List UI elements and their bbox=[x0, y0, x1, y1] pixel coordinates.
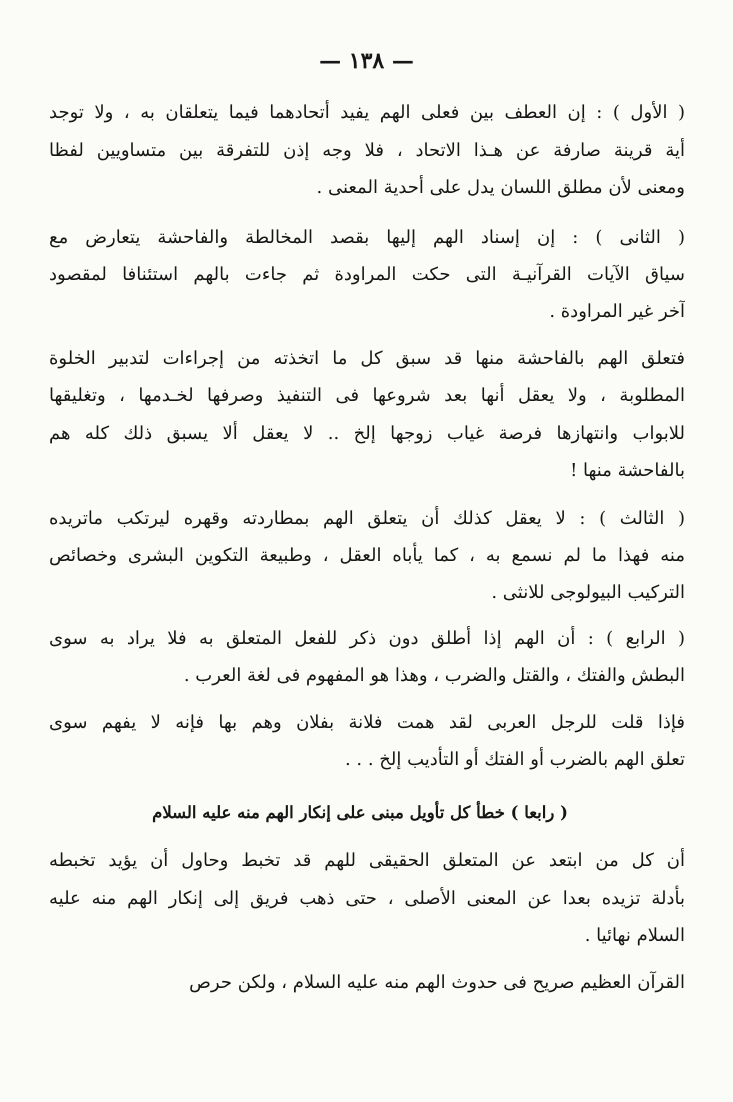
paragraph-8-line-1: القرآن العظيم صريح فى حدوث الهم منه عليه السلام ، ولكن حرص bbox=[189, 972, 685, 993]
paragraph-6-line-2: تعلق الهم بالضرب أو الفتك أو التأديب إلخ . . . bbox=[344, 749, 685, 770]
paragraph-4-line-3: التركيب البيولوجى للانثى . bbox=[491, 582, 685, 603]
paragraph-2-line-1: ( الثانى ) : إن إسناد الهم إليها بقصد المخالطة والفاحشة يتعارض مع bbox=[49, 227, 685, 248]
paragraph-5-line-2: البطش والفتك ، والقتل والضرب ، وهذا هو المفهوم فى لغة العرب . bbox=[183, 665, 685, 686]
paragraph-3-line-2: المطلوبة ، ولا يعقل أنها بعد شروعها فى التنفيذ وصرفها لخـدمها ، وتغليقها bbox=[49, 385, 685, 406]
paragraph-3-line-3: للابواب وانتهازها فرصة غياب زوجها إلخ .. لا يعقل ألا يسبق ذلك كله هم bbox=[49, 423, 685, 444]
paragraph-5-line-1: ( الرابع ) : أن الهم إذا أطلق دون ذكر للفعل المتعلق به فلا يراد به سوى bbox=[49, 628, 685, 649]
paragraph-3-line-4: بالفاحشة منها ! bbox=[570, 460, 685, 481]
paragraph-2-line-2: سياق الآيات القرآنيـة التى حكت المراودة ثم جاءت بالهم استئنافا لمقصود bbox=[49, 264, 685, 285]
paragraph-1-line-3: ومعنى لأن مطلق اللسان يدل على أحدية المعنى . bbox=[316, 177, 685, 198]
section-heading: ( رابعا ) خطأ كل تأويل مبنى على إنكار الهم منه عليه السلام bbox=[152, 803, 568, 822]
paragraph-2-line-3: آخر غير المراودة . bbox=[549, 301, 685, 322]
paragraph-7-line-1: أن كل من ابتعد عن المتعلق الحقيقى للهم قد تخبط وحاول أن يؤيد تخبطه bbox=[49, 850, 685, 871]
paragraph-7-line-2: بأدلة تزيده بعدا عن المعنى الأصلى ، حتى ذهب فريق إلى إنكار الهم منه عليه bbox=[49, 888, 685, 909]
paragraph-6-line-1: فإذا قلت للرجل العربى لقد همت فلانة بفلان وهم بها فإنه لا يفهم سوى bbox=[49, 712, 685, 733]
paragraph-3-line-1: فتعلق الهم بالفاحشة منها قد سبق كل ما اتخذته من إجراءات لتدبير الخلوة bbox=[49, 348, 685, 369]
paragraph-1-line-2: أية قرينة صارفة عن هـذا الاتحاد ، فلا وجه إذن للتفرقة بين متساويين لفظا bbox=[49, 140, 685, 161]
paragraph-1-line-1: ( الأول ) : إن العطف بين فعلى الهم يفيد أتحادهما فيما يتعلقان به ، ولا توجد bbox=[49, 102, 685, 123]
paragraph-4-line-2: منه فهذا ما لم نسمع به ، كما يأباه العقل ، وطبيعة التكوين البشرى وخصائص bbox=[49, 545, 685, 566]
paragraph-7-line-3: السلام نهائيا . bbox=[584, 925, 685, 946]
page-number: — ١٣٨ — bbox=[319, 48, 414, 74]
paragraph-4-line-1: ( الثالث ) : لا يعقل كذلك أن يتعلق الهم بمطاردته وقهره ليرتكب ماتريده bbox=[49, 508, 685, 529]
